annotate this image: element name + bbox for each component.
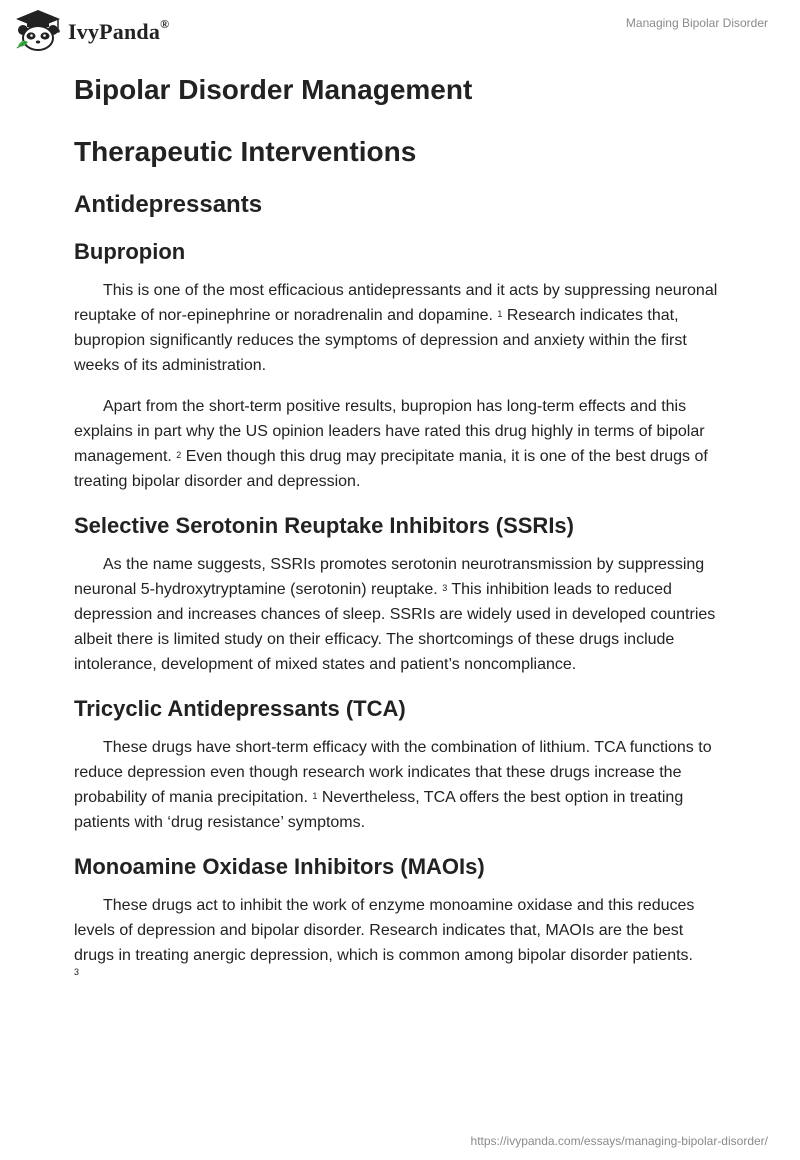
- paragraph-bupropion-2: Apart from the short-term positive results, bupropion has long-term effects and this explains in part why the US opinion leaders have rated this drug highly in terms of bipolar management. $^2$ Even though this drug may precipitate mania, it is one of the best drugs of treating bipolar disorder and depression.: [74, 398, 708, 490]
- paragraph-bupropion-1: This is one of the most efficacious antidepressants and it acts by suppressing neuronal reuptake of nor-epinephrine or noradrenalin and dopamine. $^1$ Research indicates that, bupropion significantly reduces the symptoms of depression and anxiety within the first weeks of its administration.: [74, 282, 718, 374]
- brand-name: IvyPanda®: [68, 17, 170, 44]
- subsection-title: Antidepressants: [74, 191, 263, 218]
- section-title: Therapeutic Interventions: [74, 136, 417, 167]
- heading-maoi: Monoamine Oxidase Inhibitors (MAOIs): [74, 854, 485, 879]
- citation-ref[interactable]: 3: [442, 583, 448, 593]
- brand-logo[interactable]: [14, 8, 169, 52]
- citation-ref[interactable]: 2: [176, 450, 182, 460]
- heading-tca: Tricyclic Antidepressants (TCA): [74, 696, 406, 721]
- paragraph-maoi-1: These drugs act to inhibit the work of enzyme monoamine oxidase and this reduces levels of depression and bipolar disorder. Research indicates that, MAOIs are the best drugs in treating anergic depression, which is common among bipolar disorder patients. 3: [74, 893, 724, 978]
- heading-ssri: Selective Serotonin Reuptake Inhibitors (SSRIs): [74, 513, 574, 538]
- page-title: Bipolar Disorder Management: [74, 74, 473, 105]
- running-title: Managing Bipolar Disorder: [625, 16, 768, 30]
- document-body: [74, 72, 724, 978]
- paragraph-ssri-1: As the name suggests, SSRIs promotes serotonin neurotransmission by suppressing neuronal 5-hydroxytryptamine (serotonin) reuptake. $^3$ This inhibition leads to reduced depression and increases chances of sleep. SSRIs are widely used in developed countries albeit there is limited study on their efficacy. The shortcomings of these drugs include intolerance, development of mixed states and patient’s noncompliance.: [74, 556, 716, 673]
- paragraph-tca-1: These drugs have short-term efficacy with the combination of lithium. TCA functions to reduce depression even though research work indicates that these drugs increase the probability of mania precipitation. $^1$ Nevertheless, TCA offers the best option in treating patients with ‘drug resistance’ symptoms.: [74, 739, 712, 831]
- heading-bupropion: Bupropion: [74, 239, 186, 264]
- source-url[interactable]: https://ivypanda.com/essays/managing-bipolar-disorder/: [470, 1134, 768, 1148]
- citation-ref[interactable]: 1: [312, 791, 318, 801]
- registered-mark: ®: [160, 17, 170, 31]
- page-header: [0, 0, 800, 62]
- panda-graduate-icon: [14, 8, 62, 52]
- citation-ref[interactable]: 1: [497, 309, 503, 319]
- citation-ref[interactable]: 3: [74, 967, 80, 977]
